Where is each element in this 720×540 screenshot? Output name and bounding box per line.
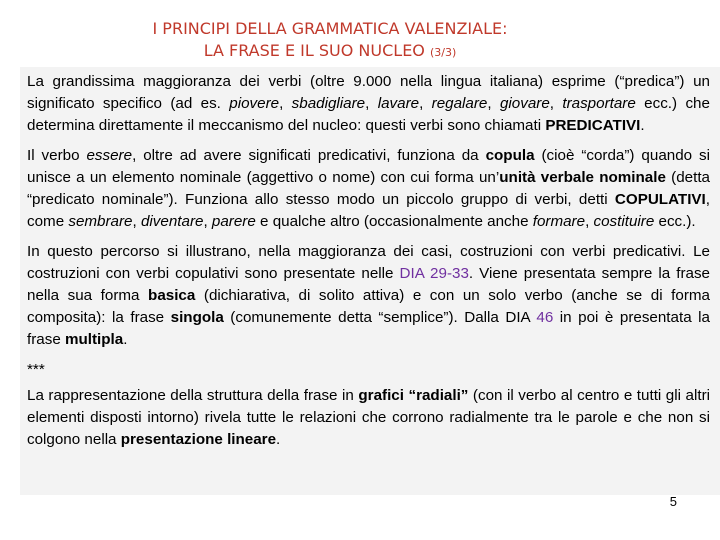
example-verb: sbadigliare <box>291 95 366 112</box>
text: . Viene presentata sempre la frase nella sua forma <box>27 265 710 304</box>
text: , <box>279 95 292 112</box>
title-line-2-text: LA FRASE E IL SUO NUCLEO <box>203 41 425 60</box>
paragraph-grafici-radiali <box>27 385 710 451</box>
text: Il verbo <box>27 147 87 164</box>
separator-stars: *** <box>27 361 45 378</box>
term-copula: copula <box>485 147 535 164</box>
text: , <box>203 213 212 230</box>
title-line-2 <box>0 40 660 64</box>
example-verb: essere <box>86 147 133 164</box>
paragraph-predicativi <box>27 71 710 137</box>
text: ecc.). <box>654 213 696 230</box>
paragraph-copulativi <box>27 145 710 233</box>
example-verb: regalare <box>431 95 488 112</box>
text: , <box>132 213 141 230</box>
title-line-1: I PRINCIPI DELLA GRAMMATICA VALENZIALE: <box>152 19 508 38</box>
text: (con il verbo al centro e tutti gli altri elementi disposti intorno) rivela tutte le relazioni che corrono radialmente tra le parole e che non si colgono nella <box>27 387 710 448</box>
example-verb: trasportare <box>562 95 636 112</box>
term-unita-verbale-nominale: unità verbale nominale <box>499 169 666 186</box>
dia-reference-46[interactable]: 46 <box>536 309 554 326</box>
text: In questo percorso si illustrano, nella maggioranza dei casi, costruzioni con verbi predicativi. Le costruzioni con verbi copulativi sono presentate nelle <box>27 243 710 282</box>
text: , <box>487 95 500 112</box>
text: , oltre ad avere significati predicativi, funziona da <box>132 147 486 164</box>
example-verb: parere <box>211 213 256 230</box>
text: (detta “predicato nominale”). Funziona allo stesso modo un piccolo gruppo di verbi, detti <box>27 169 710 208</box>
example-verb: piovere <box>229 95 280 112</box>
example-verb: costituire <box>593 213 655 230</box>
text: , <box>549 95 563 112</box>
text: , <box>585 213 594 230</box>
example-verb: giovare <box>499 95 550 112</box>
term-presentazione-lineare: presentazione lineare <box>120 431 277 448</box>
text: La grandissima maggioranza dei verbi (oltre 9.000 nella lingua italiana) esprime (“predica”) un significato specifico (ad es. <box>27 73 710 112</box>
text: (dichiarativa, di solito attiva) e con un solo verbo (anche se di forma composita): la frase <box>27 287 710 326</box>
text: ecc.) che determina direttamente il meccanismo del nucleo: questi verbi sono chiamati <box>27 95 710 134</box>
term-grafici-radiali: grafici “radiali” <box>358 387 469 404</box>
term-singola: singola <box>170 309 224 326</box>
text: La rappresentazione della struttura della frase in <box>27 387 359 404</box>
text: . <box>123 331 128 348</box>
text: , <box>365 95 378 112</box>
text: , <box>419 95 432 112</box>
example-verb: diventare <box>140 213 204 230</box>
text: . <box>640 117 645 134</box>
slide-title <box>0 18 660 64</box>
dia-reference-29-33[interactable]: DIA 29-33 <box>399 265 469 282</box>
text: in poi è presentata la frase <box>27 309 710 348</box>
text: (comunemente detta “semplice”). Dalla DIA <box>223 309 537 326</box>
example-verb: sembrare <box>68 213 133 230</box>
example-verb: formare <box>532 213 586 230</box>
paragraph-percorso <box>27 241 710 351</box>
text: , come <box>27 191 710 230</box>
text: . <box>276 431 281 448</box>
term-copulativi: COPULATIVI <box>614 191 706 208</box>
term-multipla: multipla <box>64 331 124 348</box>
term-basica: basica <box>148 287 196 304</box>
title-part-indicator: (3/3) <box>430 46 457 59</box>
example-verb: lavare <box>377 95 420 112</box>
text: e qualche altro (occasionalmente anche <box>255 213 533 230</box>
text: (cioè “corda”) quando si unisce a un elemento nominale (aggettivo o nome) con cui forma un’ <box>27 147 711 186</box>
content-box <box>20 67 720 495</box>
term-predicativi: PREDICATIVI <box>545 117 641 134</box>
page-number: 5 <box>669 494 677 509</box>
